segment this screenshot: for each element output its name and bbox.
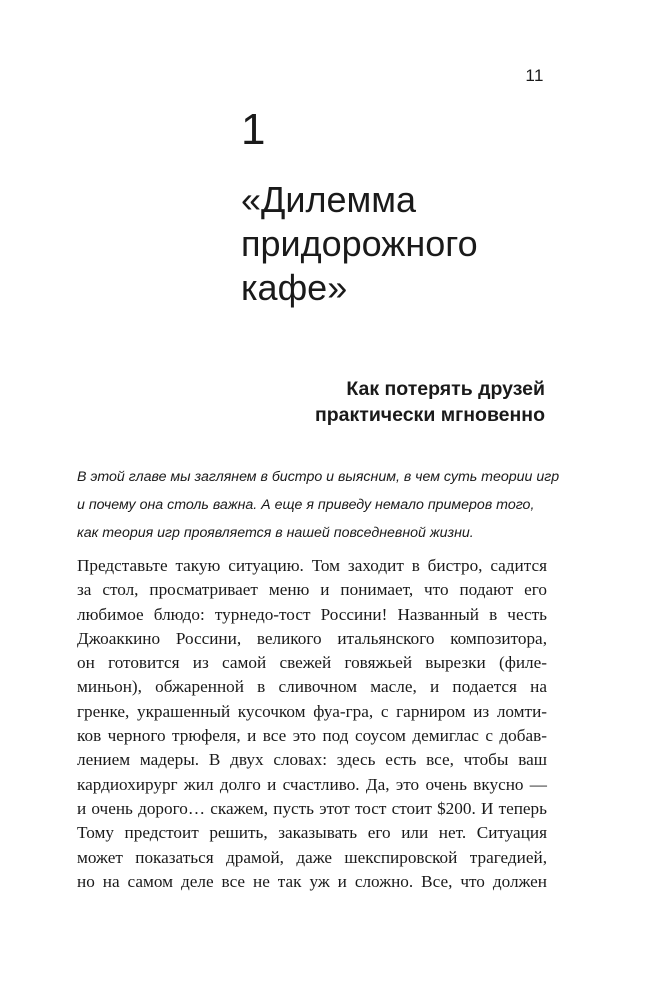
body-line: гренке, украшенный кусочком фуа-гра, с гарниром из ломти-	[77, 701, 547, 721]
body-paragraph	[77, 554, 547, 894]
chapter-subtitle	[315, 376, 545, 428]
body-line: любимое блюдо: турнедо-тост Россини! Названный в честь	[77, 604, 547, 624]
body-line: Тому предстоит решить, заказывать его или нет. Ситуация	[77, 823, 547, 843]
body-line: Представьте такую ситуацию. Том заходит в бистро, садится	[77, 556, 547, 575]
page-number: 11	[525, 66, 544, 85]
body-line: но на самом деле все не так уж и сложно. Все, что должен	[77, 871, 547, 891]
chapter-subtitle-line: Как потерять друзей	[346, 378, 545, 400]
chapter-subtitle-line: практически мгновенно	[314, 404, 545, 426]
body-line: лением мадеры. В двух словах: здесь есть все, чтобы ваш	[77, 750, 547, 770]
chapter-title-line: кафе»	[241, 267, 348, 308]
body-line: может показаться драмой, даже шекспировской трагедией,	[77, 847, 547, 867]
body-line: за стол, просматривает меню и понимает, что подают его	[77, 580, 547, 600]
body-line: и очень дорого… скажем, пусть этот тост стоит $200. И теперь	[77, 798, 547, 818]
body-line: он готовится из самой свежей говяжьей вырезки (филе-	[77, 653, 547, 673]
intro-line: и почему она столь важна. А еще я приведу немало примеров того,	[77, 497, 535, 513]
body-line: ков черного трюфеля, и все это под соусом демиглас с добав-	[77, 726, 547, 746]
intro-line: В этой главе мы заглянем в бистро и выясним, в чем суть теории игр	[77, 469, 560, 485]
chapter-intro	[77, 463, 560, 547]
body-line: Джоаккино Россини, великого итальянского композитора,	[77, 628, 547, 648]
chapter-title	[241, 178, 561, 310]
chapter-title-line: придорожного	[241, 223, 478, 264]
body-line: миньон), обжаренной в сливочном масле, и подается на	[77, 677, 547, 697]
intro-line: как теория игр проявляется в нашей повседневной жизни.	[77, 525, 474, 541]
chapter-number: 1	[241, 105, 266, 154]
chapter-title-line: «Дилемма	[241, 179, 417, 220]
body-line: кардиохирург жил долго и счастливо. Да, это очень вкусно —	[77, 774, 547, 794]
